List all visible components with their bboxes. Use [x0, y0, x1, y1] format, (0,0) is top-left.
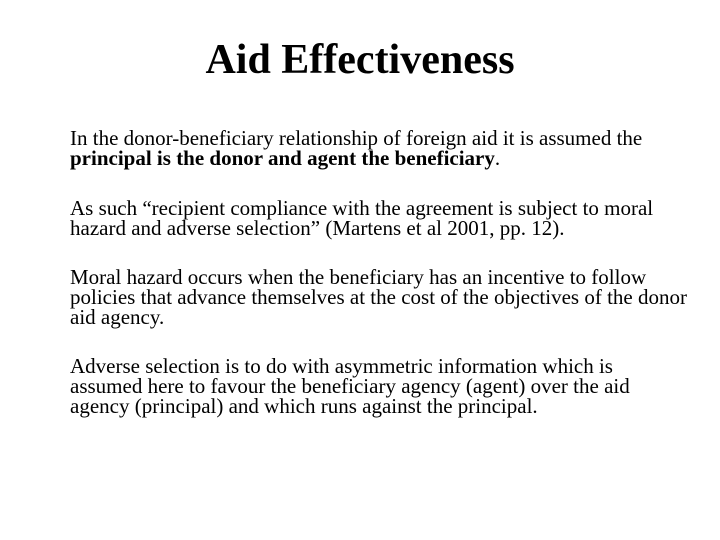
paragraph-moral-hazard: Moral hazard occurs when the beneficiary has an incentive to follow policies that advance themselves at the cost of the objectives of the donor aid agency.: [70, 265, 687, 329]
paragraph-1-end: .: [494, 146, 501, 170]
paragraph-1-text: In the donor-beneficiary relationship of foreign aid it is assumed the: [70, 126, 643, 150]
paragraph-adverse-selection: Adverse selection is to do with asymmetric information which is assumed here to favour the beneficiary agency (agent) over the aid agency (principal) and which runs against the principal.: [70, 354, 630, 418]
paragraph-principal-agent: [70, 128, 688, 168]
paragraph-recipient-compliance: As such “recipient compliance with the agreement is subject to moral hazard and adverse selection” (Martens et al 2001, pp. 12).: [70, 196, 654, 240]
paragraph-1-bold-text: principal is the donor and agent the beneficiary: [70, 146, 495, 170]
slide-body: [70, 128, 688, 416]
slide-title: Aid Effectiveness: [205, 37, 515, 83]
